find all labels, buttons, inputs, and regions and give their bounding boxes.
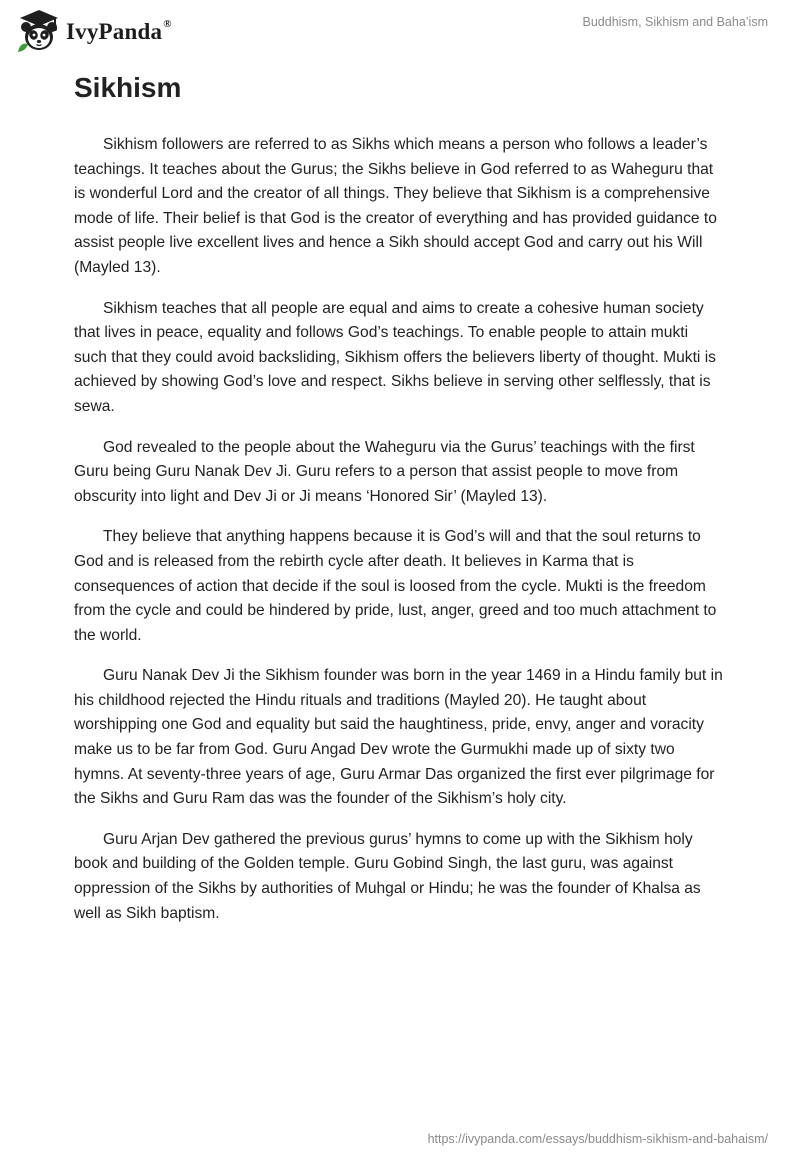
paragraph: God revealed to the people about the Waheguru via the Gurus’ teachings with the first Guru being Guru Nanak Dev Ji. Guru refers to a person that assist people to move from obscurity into light and Dev Ji or Ji means ‘Honored Sir’ (Mayled 13). — [74, 438, 695, 505]
paragraph: Sikhism teaches that all people are equal and aims to create a cohesive human society that lives in peace, equality and follows God’s teachings. To enable people to attain mukti such that they could avoid backsliding, Sikhism offers the believers liberty of thought. Mukti is achieved by showing God’s love and respect. Sikhs believe in serving other selflessly, that is sewa. — [74, 299, 716, 415]
paragraph: They believe that anything happens because it is God’s will and that the soul returns to God and is released from the rebirth cycle after death. It believes in Karma that is consequences of action that decide if the soul is loosed from the cycle. Mukti is the freedom from the cycle and could be hindered by pride, lust, anger, greed and too much attachment to the world. — [74, 528, 717, 644]
source-url-link[interactable]: https://ivypanda.com/essays/buddhism-sikhism-and-bahaism/ — [427, 1132, 768, 1146]
brand-name: IvyPanda® — [66, 18, 172, 44]
page-title: Sikhism — [74, 72, 182, 103]
page-header — [0, 0, 800, 64]
document-title: Buddhism, Sikhism and Baha’ism — [582, 15, 768, 29]
paragraph: Guru Arjan Dev gathered the previous gurus’ hymns to come up with the Sikhism holy book and building of the Golden temple. Guru Gobind Singh, the last guru, was against oppression of the Sikhs by authorities of Muhgal or Hindu; he was the founder of Khalsa as well as Sikh baptism. — [74, 830, 701, 922]
article-body — [74, 133, 724, 942]
paragraph: Guru Nanak Dev Ji the Sikhism founder was born in the year 1469 in a Hindu family but in his childhood rejected the Hindu rituals and traditions (Mayled 20). He taught about worshipping one God and equality but said the haughtiness, pride, envy, anger and voracity make us to be far from God. Guru Angad Dev wrote the Gurmukhi made up of sixty two hymns. At seventy-three years of age, Guru Armar Das organized the first ever pilgrimage for the Sikhs and Guru Ram das was the founder of the Sikhism’s holy city. — [74, 667, 723, 808]
ivypanda-logo[interactable] — [16, 8, 172, 54]
panda-graduation-cap-icon — [16, 8, 62, 54]
paragraph: Sikhism followers are referred to as Sikhs which means a person who follows a leader’s teachings. It teaches about the Gurus; the Sikhs believe in God referred to as Waheguru that is wonderful Lord and the creator of all things. They believe that Sikhism is a comprehensive mode of life. Their belief is that God is the creator of everything and has provided guidance to assist people live excellent lives and hence a Sikh should accept God and carry out his Will (Mayled 13). — [74, 136, 717, 276]
